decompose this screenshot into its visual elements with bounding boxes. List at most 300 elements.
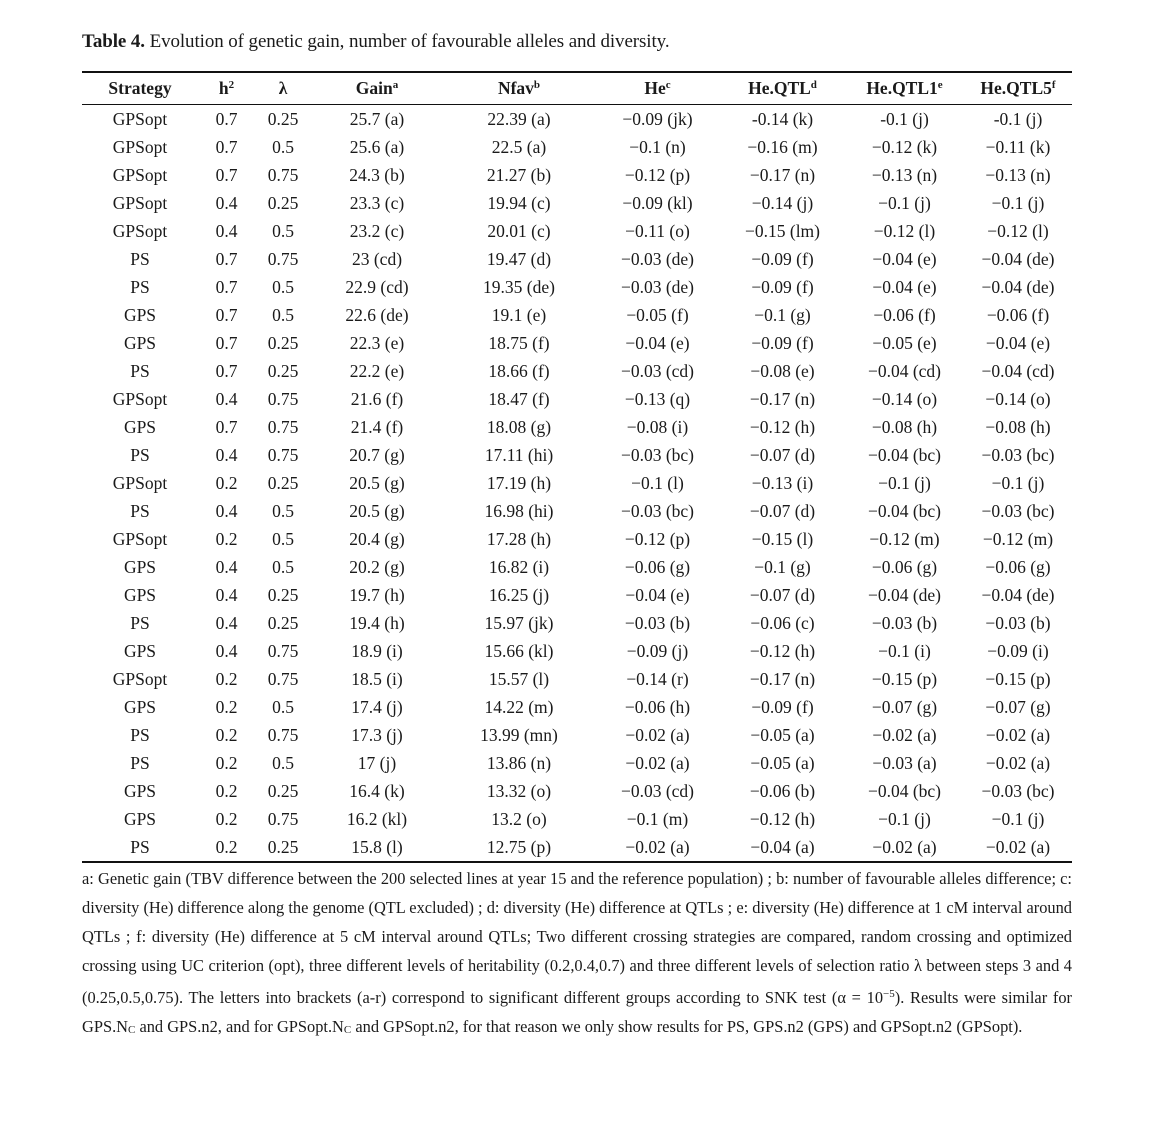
table-cell: −0.14 (o) bbox=[871, 388, 938, 409]
table-cell: 19.7 (h) bbox=[349, 584, 405, 605]
table-cell: −0.1 (i) bbox=[878, 640, 931, 661]
table-cell: 0.75 bbox=[267, 416, 299, 437]
table-label: Table 4. bbox=[82, 31, 145, 52]
column-header bbox=[198, 72, 255, 105]
column-header-label: h bbox=[218, 78, 229, 98]
table-cell: 22.5 (a) bbox=[491, 136, 547, 157]
table-cell: −0.15 (lm) bbox=[745, 220, 820, 241]
table-cell: 16.25 (j) bbox=[488, 584, 550, 605]
table-row bbox=[82, 749, 1072, 777]
table-cell: 0.7 bbox=[215, 360, 238, 381]
table-cell: 0.4 bbox=[215, 388, 238, 409]
table-row bbox=[82, 693, 1072, 721]
table-cell: −0.08 (h) bbox=[985, 416, 1051, 437]
table-cell: 0.2 bbox=[215, 808, 238, 829]
table-cell: −0.14 (r) bbox=[626, 668, 689, 689]
table-cell: 18.47 (f) bbox=[488, 388, 550, 409]
table-cell: −0.03 (bc) bbox=[620, 500, 695, 521]
table-cell: PS bbox=[130, 836, 150, 857]
table-cell: 0.5 bbox=[272, 220, 294, 241]
table-cell: 13.2 (o) bbox=[491, 808, 547, 829]
table-cell: 19.4 (h) bbox=[349, 612, 405, 633]
table-row bbox=[82, 637, 1072, 665]
table-cell: −0.09 (kl) bbox=[622, 192, 693, 213]
column-header bbox=[82, 72, 198, 105]
column-header-label: He.QTL5 bbox=[980, 78, 1052, 98]
table-cell: GPSopt bbox=[112, 108, 168, 129]
table-row bbox=[82, 721, 1072, 749]
table-cell: 23.3 (c) bbox=[349, 192, 405, 213]
table-row bbox=[82, 665, 1072, 693]
header-row bbox=[82, 72, 1072, 105]
column-header bbox=[845, 72, 964, 105]
table-cell: −0.1 (m) bbox=[626, 808, 689, 829]
table-cell: −0.04 (e) bbox=[872, 248, 937, 269]
table-cell: 0.5 bbox=[272, 136, 294, 157]
table-cell: −0.13 (q) bbox=[624, 388, 691, 409]
table-cell: -0.1 (j) bbox=[993, 108, 1043, 129]
table-cell: −0.04 (bc) bbox=[867, 500, 942, 521]
table-cell: −0.06 (b) bbox=[749, 780, 816, 801]
table-cell: 16.98 (hi) bbox=[484, 500, 554, 521]
table-cell: GPS bbox=[123, 640, 157, 661]
table-cell: −0.07 (d) bbox=[749, 584, 816, 605]
table-cell: 23.2 (c) bbox=[349, 220, 405, 241]
table-cell: −0.12 (l) bbox=[987, 220, 1049, 241]
table-row bbox=[82, 357, 1072, 385]
table-cell: 0.2 bbox=[215, 528, 238, 549]
column-header bbox=[443, 72, 595, 105]
table-cell: −0.02 (a) bbox=[985, 752, 1051, 773]
column-header-footnote-marker: c bbox=[665, 79, 671, 91]
table-cell: −0.09 (f) bbox=[751, 696, 814, 717]
table-cell: −0.04 (de) bbox=[867, 584, 942, 605]
table-cell: 20.2 (g) bbox=[349, 556, 405, 577]
table-cell: 22.39 (a) bbox=[487, 108, 551, 129]
table-cell: −0.12 (h) bbox=[749, 416, 816, 437]
table-cell: −0.02 (a) bbox=[625, 752, 690, 773]
table-cell: 16.82 (i) bbox=[488, 556, 550, 577]
table-cell: 20.5 (g) bbox=[349, 500, 405, 521]
table-title: Evolution of genetic gain, number of favourable alleles and diversity. bbox=[144, 31, 670, 52]
footnote-subscript-1: C bbox=[128, 1024, 136, 1037]
column-header-label: λ bbox=[278, 78, 288, 98]
table-cell: 0.25 bbox=[267, 836, 299, 857]
table-cell: 19.47 (d) bbox=[486, 248, 552, 269]
table-cell: −0.05 (f) bbox=[626, 304, 689, 325]
table-cell: PS bbox=[130, 360, 150, 381]
table-row bbox=[82, 189, 1072, 217]
table-cell: 20.01 (c) bbox=[487, 220, 551, 241]
table-cell: 0.5 bbox=[272, 752, 294, 773]
table-cell: 0.5 bbox=[272, 696, 294, 717]
table-cell: 0.4 bbox=[215, 500, 238, 521]
table-cell: 25.7 (a) bbox=[349, 108, 405, 129]
table-cell: −0.16 (m) bbox=[747, 136, 818, 157]
table-row bbox=[82, 105, 1072, 134]
column-header bbox=[311, 72, 443, 105]
table-cell: −0.05 (a) bbox=[750, 724, 815, 745]
table-cell: −0.03 (de) bbox=[620, 248, 695, 269]
table-cell: −0.04 (e) bbox=[872, 276, 937, 297]
table-cell: −0.11 (k) bbox=[985, 136, 1051, 157]
table-cell: 22.3 (e) bbox=[349, 332, 405, 353]
table-cell: 0.75 bbox=[267, 248, 299, 269]
table-cell: GPS bbox=[123, 808, 157, 829]
table-row bbox=[82, 161, 1072, 189]
table-cell: 13.99 (mn) bbox=[480, 724, 558, 745]
column-header-label: He bbox=[644, 78, 666, 98]
table-cell: −0.1 (j) bbox=[991, 808, 1045, 829]
table-cell: 17.28 (h) bbox=[486, 528, 552, 549]
table-row bbox=[82, 833, 1072, 862]
table-cell: 0.7 bbox=[215, 164, 238, 185]
table-cell: −0.12 (h) bbox=[749, 808, 816, 829]
table-cell: 18.08 (g) bbox=[486, 416, 552, 437]
table-cell: −0.1 (n) bbox=[629, 136, 686, 157]
table-cell: 0.25 bbox=[267, 332, 299, 353]
column-header bbox=[964, 72, 1072, 105]
table-cell: −0.06 (c) bbox=[750, 612, 815, 633]
table-cell: 0.5 bbox=[272, 528, 294, 549]
table-cell: 0.25 bbox=[267, 192, 299, 213]
table-cell: 13.32 (o) bbox=[486, 780, 552, 801]
footnote-text-2: ). Results were similar for GPS.N bbox=[82, 988, 1072, 1037]
table-cell: 0.7 bbox=[215, 108, 238, 129]
table-cell: 19.35 (de) bbox=[483, 276, 555, 297]
table-cell: −0.17 (n) bbox=[749, 388, 816, 409]
table-cell: PS bbox=[130, 752, 150, 773]
table-cell: −0.03 (cd) bbox=[620, 780, 695, 801]
table-cell: 0.7 bbox=[215, 416, 238, 437]
table-cell: 18.66 (f) bbox=[488, 360, 550, 381]
table-cell: −0.08 (e) bbox=[750, 360, 815, 381]
column-header-label: Strategy bbox=[108, 78, 172, 98]
table-cell: 0.5 bbox=[272, 500, 294, 521]
column-header-footnote-marker: b bbox=[533, 79, 541, 91]
table-cell: 0.2 bbox=[215, 668, 238, 689]
table-cell: −0.06 (f) bbox=[873, 304, 936, 325]
table-cell: 0.7 bbox=[215, 304, 238, 325]
table-cell: PS bbox=[130, 612, 150, 633]
table-row bbox=[82, 441, 1072, 469]
table-cell: −0.1 (j) bbox=[878, 472, 931, 493]
table-cell: −0.12 (h) bbox=[749, 640, 816, 661]
table-cell: GPS bbox=[123, 696, 157, 717]
table-cell: −0.04 (de) bbox=[981, 276, 1055, 297]
table-cell: −0.1 (g) bbox=[754, 304, 811, 325]
table-row bbox=[82, 777, 1072, 805]
table-cell: GPS bbox=[123, 416, 157, 437]
table-cell: −0.04 (a) bbox=[750, 836, 815, 857]
table-cell: 12.75 (p) bbox=[486, 836, 552, 857]
table-cell: −0.14 (j) bbox=[751, 192, 814, 213]
table-cell: −0.08 (i) bbox=[626, 416, 689, 437]
table-cell: 21.4 (f) bbox=[350, 416, 404, 437]
table-cell: -0.1 (j) bbox=[880, 108, 929, 129]
table-cell: 0.75 bbox=[267, 388, 299, 409]
table-cell: −0.04 (de) bbox=[981, 584, 1055, 605]
table-row bbox=[82, 133, 1072, 161]
table-cell: −0.12 (m) bbox=[982, 528, 1054, 549]
table-row bbox=[82, 581, 1072, 609]
table-cell: 22.2 (e) bbox=[349, 360, 405, 381]
table-cell: 0.75 bbox=[267, 640, 299, 661]
table-cell: 19.1 (e) bbox=[491, 304, 547, 325]
results-table bbox=[82, 71, 1072, 863]
table-cell: 0.2 bbox=[215, 724, 238, 745]
table-cell: 0.75 bbox=[267, 164, 299, 185]
table-cell: 0.75 bbox=[267, 808, 299, 829]
table-cell: −0.04 (e) bbox=[625, 584, 690, 605]
table-cell: −0.02 (a) bbox=[625, 836, 690, 857]
table-cell: −0.03 (bc) bbox=[981, 444, 1055, 465]
table-footnote bbox=[82, 864, 1072, 1046]
table-cell: −0.03 (bc) bbox=[981, 780, 1055, 801]
table-cell: 17.4 (j) bbox=[351, 696, 403, 717]
table-row bbox=[82, 217, 1072, 245]
table-cell: 17 (j) bbox=[357, 752, 397, 773]
table-cell: −0.1 (j) bbox=[878, 808, 931, 829]
table-cell: 0.75 bbox=[267, 444, 299, 465]
table-cell: 22.9 (cd) bbox=[345, 276, 409, 297]
table-cell: −0.04 (de) bbox=[981, 248, 1055, 269]
table-cell: 0.2 bbox=[215, 836, 238, 857]
footnote-subscript-2: C bbox=[343, 1024, 352, 1037]
table-cell: 25.6 (a) bbox=[349, 136, 405, 157]
table-cell: −0.03 (de) bbox=[620, 276, 695, 297]
table-cell: 16.4 (k) bbox=[349, 780, 405, 801]
table-cell: PS bbox=[130, 444, 150, 465]
table-row bbox=[82, 469, 1072, 497]
table-cell: −0.09 (f) bbox=[751, 276, 814, 297]
table-cell: 24.3 (b) bbox=[349, 164, 405, 185]
table-row bbox=[82, 245, 1072, 273]
table-cell: −0.02 (a) bbox=[625, 724, 690, 745]
footnote-text: a: Genetic gain (TBV difference between the 200 selected lines at year 15 and the reference population) ; b: number of favourable alleles difference; c: diversity (He) difference along the genome (QTL excluded) ; d: diversity (He) difference at QTLs ; e: diversity (He) difference at 1 cM interval around QTLs ; f: diversity (He) difference at 5 cM interval around QTLs; Two different crossing strategies are compared, random crossing and optimized crossing using UC criterion (opt), three different levels of heritability (0.2,0.4,0.7) and three different levels of selection ratio λ between steps 3 and 4 (0.25,0.5,0.75). The letters into brackets (a-r) correspond to significant different groups according to SNK test (α = 10 bbox=[82, 869, 1072, 1008]
results-table-container bbox=[82, 71, 1072, 863]
table-cell: −0.15 (l) bbox=[751, 528, 814, 549]
table-cell: −0.04 (bc) bbox=[867, 444, 942, 465]
table-cell: −0.06 (g) bbox=[624, 556, 691, 577]
footnote-text-4: and GPSopt.n2, for that reason we only show results for PS, GPS.n2 (GPS) and GPSopt.n2 (GPSopt). bbox=[351, 1017, 1023, 1037]
table-cell: GPSopt bbox=[112, 220, 168, 241]
table-cell: 20.5 (g) bbox=[349, 472, 405, 493]
table-cell: 22.6 (de) bbox=[345, 304, 409, 325]
table-cell: 0.25 bbox=[267, 612, 299, 633]
table-cell: −0.09 (j) bbox=[626, 640, 689, 661]
table-row bbox=[82, 385, 1072, 413]
table-cell: −0.12 (p) bbox=[624, 528, 691, 549]
table-cell: −0.02 (a) bbox=[985, 836, 1051, 857]
table-cell: 0.25 bbox=[267, 360, 299, 381]
column-header bbox=[595, 72, 720, 105]
table-cell: −0.12 (p) bbox=[624, 164, 691, 185]
table-cell: 0.5 bbox=[272, 304, 294, 325]
table-cell: 0.25 bbox=[267, 472, 299, 493]
table-cell: −0.07 (g) bbox=[871, 696, 938, 717]
column-header-label: Gain bbox=[355, 78, 393, 98]
table-row bbox=[82, 301, 1072, 329]
table-cell: −0.03 (a) bbox=[872, 752, 937, 773]
table-cell: 0.25 bbox=[267, 780, 299, 801]
table-cell: 0.75 bbox=[267, 668, 299, 689]
table-cell: 0.7 bbox=[215, 136, 238, 157]
table-cell: 15.66 (kl) bbox=[484, 640, 554, 661]
table-cell: −0.13 (n) bbox=[871, 164, 938, 185]
table-cell: 18.5 (i) bbox=[351, 668, 403, 689]
table-cell: 0.25 bbox=[267, 584, 299, 605]
column-header-footnote-marker: 2 bbox=[228, 79, 235, 91]
table-cell: GPSopt bbox=[112, 528, 168, 549]
table-cell: 0.5 bbox=[272, 276, 294, 297]
table-cell: −0.05 (e) bbox=[872, 332, 937, 353]
column-header-footnote-marker: e bbox=[937, 79, 943, 91]
table-cell: −0.13 (i) bbox=[751, 472, 814, 493]
table-cell: 0.4 bbox=[215, 444, 238, 465]
table-cell: −0.04 (bc) bbox=[867, 780, 942, 801]
table-cell: 0.2 bbox=[215, 472, 238, 493]
table-row bbox=[82, 329, 1072, 357]
table-cell: GPS bbox=[123, 304, 157, 325]
table-cell: −0.03 (b) bbox=[871, 612, 938, 633]
table-cell: −0.1 (l) bbox=[631, 472, 684, 493]
table-cell: −0.13 (n) bbox=[985, 164, 1051, 185]
table-cell: 0.7 bbox=[215, 276, 238, 297]
table-cell: 20.7 (g) bbox=[349, 444, 405, 465]
table-cell: −0.04 (e) bbox=[985, 332, 1051, 353]
table-cell: PS bbox=[130, 500, 150, 521]
table-cell: −0.12 (l) bbox=[873, 220, 936, 241]
table-cell: 18.75 (f) bbox=[488, 332, 550, 353]
table-cell: −0.02 (a) bbox=[872, 724, 937, 745]
footnote-exponent: −5 bbox=[883, 988, 895, 1001]
table-cell: 0.4 bbox=[215, 556, 238, 577]
table-cell: −0.1 (g) bbox=[754, 556, 811, 577]
table-cell: 0.4 bbox=[215, 612, 238, 633]
table-cell: 0.2 bbox=[215, 780, 238, 801]
table-cell: 17.19 (h) bbox=[486, 472, 552, 493]
table-cell: 17.11 (hi) bbox=[484, 444, 554, 465]
table-cell: GPS bbox=[123, 780, 157, 801]
footnote-text-3: and GPS.n2, and for GPSopt.N bbox=[135, 1017, 344, 1037]
table-cell: GPSopt bbox=[112, 472, 168, 493]
table-cell: −0.06 (h) bbox=[624, 696, 691, 717]
table-cell: GPSopt bbox=[112, 668, 168, 689]
table-cell: −0.14 (o) bbox=[985, 388, 1051, 409]
table-cell: 15.8 (l) bbox=[351, 836, 403, 857]
table-cell: −0.04 (cd) bbox=[867, 360, 942, 381]
table-row bbox=[82, 525, 1072, 553]
table-cell: −0.06 (f) bbox=[986, 304, 1050, 325]
table-row bbox=[82, 609, 1072, 637]
table-cell: 0.4 bbox=[215, 220, 238, 241]
table-cell: −0.09 (f) bbox=[751, 332, 814, 353]
table-cell: 0.4 bbox=[215, 192, 238, 213]
table-cell: −0.17 (n) bbox=[749, 164, 816, 185]
table-cell: −0.12 (m) bbox=[869, 528, 940, 549]
table-cell: 23 (cd) bbox=[351, 248, 403, 269]
column-header-label: Nfav bbox=[497, 78, 534, 98]
table-cell: −0.05 (a) bbox=[750, 752, 815, 773]
table-cell: −0.04 (cd) bbox=[981, 360, 1055, 381]
column-header-label: He.QTL1 bbox=[866, 78, 938, 98]
table-cell: 0.4 bbox=[215, 640, 238, 661]
table-row bbox=[82, 497, 1072, 525]
table-cell: PS bbox=[130, 276, 150, 297]
table-cell: GPS bbox=[123, 332, 157, 353]
table-cell: 19.94 (c) bbox=[487, 192, 551, 213]
table-cell: −0.09 (i) bbox=[987, 640, 1049, 661]
column-header bbox=[720, 72, 845, 105]
table-cell: −0.07 (g) bbox=[985, 696, 1051, 717]
column-header-footnote-marker: d bbox=[810, 79, 817, 91]
table-cell: −0.02 (a) bbox=[872, 836, 937, 857]
column-header-footnote-marker: a bbox=[392, 79, 399, 91]
table-cell: 0.4 bbox=[215, 584, 238, 605]
table-cell: -0.14 (k) bbox=[751, 108, 814, 129]
table-cell: 21.6 (f) bbox=[350, 388, 404, 409]
column-header-label: He.QTL bbox=[748, 78, 811, 98]
table-cell: −0.15 (p) bbox=[871, 668, 938, 689]
table-cell: 0.2 bbox=[215, 696, 238, 717]
table-cell: GPS bbox=[123, 556, 157, 577]
table-cell: 16.2 (kl) bbox=[346, 808, 408, 829]
table-cell: −0.07 (d) bbox=[749, 444, 816, 465]
table-cell: −0.11 (o) bbox=[625, 220, 690, 241]
table-cell: −0.15 (p) bbox=[985, 668, 1051, 689]
table-cell: 0.75 bbox=[267, 724, 299, 745]
table-cell: −0.03 (bc) bbox=[620, 444, 695, 465]
table-cell: 14.22 (m) bbox=[484, 696, 554, 717]
table-cell: 0.7 bbox=[215, 332, 238, 353]
table-cell: 0.25 bbox=[267, 108, 299, 129]
table-cell: PS bbox=[130, 724, 150, 745]
table-cell: 17.3 (j) bbox=[351, 724, 403, 745]
table-cell: 0.7 bbox=[215, 248, 238, 269]
table-cell: −0.1 (j) bbox=[991, 472, 1045, 493]
table-cell: −0.1 (j) bbox=[878, 192, 931, 213]
table-cell: 18.9 (i) bbox=[351, 640, 403, 661]
table-cell: GPSopt bbox=[112, 388, 168, 409]
table-cell: −0.12 (k) bbox=[871, 136, 938, 157]
table-cell: 15.57 (l) bbox=[488, 668, 550, 689]
table-cell: −0.07 (d) bbox=[749, 500, 816, 521]
table-cell: GPSopt bbox=[112, 192, 168, 213]
table-cell: −0.06 (g) bbox=[871, 556, 938, 577]
table-body bbox=[82, 105, 1072, 863]
table-caption bbox=[82, 31, 669, 53]
table-cell: −0.09 (jk) bbox=[622, 108, 693, 129]
table-cell: 0.5 bbox=[272, 556, 294, 577]
table-cell: 21.27 (b) bbox=[486, 164, 552, 185]
table-row bbox=[82, 805, 1072, 833]
table-cell: −0.03 (b) bbox=[624, 612, 691, 633]
table-cell: −0.08 (h) bbox=[871, 416, 938, 437]
table-row bbox=[82, 413, 1072, 441]
table-cell: −0.1 (j) bbox=[991, 192, 1045, 213]
table-cell: −0.03 (b) bbox=[985, 612, 1051, 633]
table-cell: GPSopt bbox=[112, 136, 168, 157]
table-row bbox=[82, 273, 1072, 301]
table-cell: −0.03 (bc) bbox=[981, 500, 1055, 521]
table-cell: GPSopt bbox=[112, 164, 168, 185]
table-cell: −0.09 (f) bbox=[751, 248, 814, 269]
table-cell: 20.4 (g) bbox=[349, 528, 405, 549]
table-cell: −0.17 (n) bbox=[749, 668, 816, 689]
table-cell: PS bbox=[130, 248, 150, 269]
column-header-footnote-marker: f bbox=[1051, 79, 1056, 91]
